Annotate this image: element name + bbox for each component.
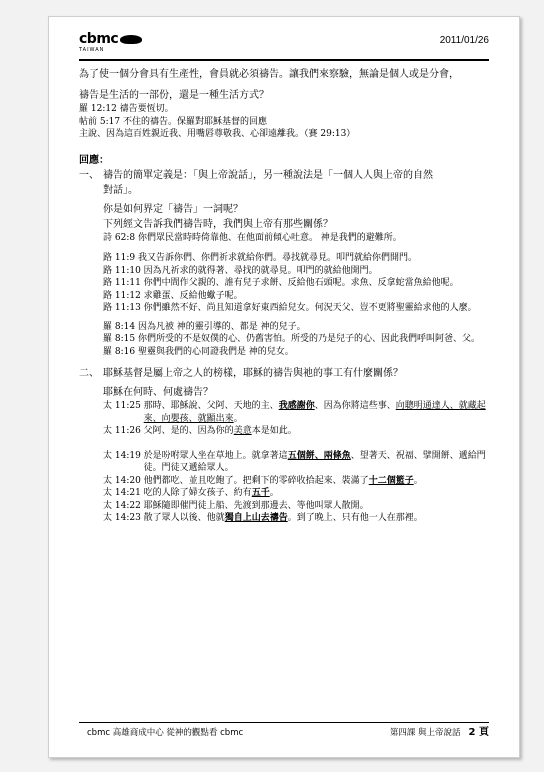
section-2-question: 耶穌在何時、何處禱告？ bbox=[103, 387, 213, 398]
section-2-line-1: 耶穌基督是屬上帝之人的榜樣，耶穌的禱告與祂的事工有什麼關係？ bbox=[103, 368, 403, 379]
verse-ref: 羅 12:12 bbox=[79, 104, 120, 114]
verse-text: 耶穌隨即催門徒上船、先渡到那邊去、等他叫眾人散開。 bbox=[143, 500, 369, 511]
verse-ref: 太 14:21 bbox=[103, 488, 144, 498]
logo-subtext: TAIWAN bbox=[79, 47, 105, 53]
verse-isaiah: 主說、因為這百姓親近我、用嘴唇尊敬我、心卻遠離我。（賽 29:13） bbox=[79, 129, 356, 139]
verse-romans bbox=[79, 103, 493, 116]
verse-ref: 路 11:11 bbox=[103, 278, 144, 288]
footer-page-number: 2 頁 bbox=[468, 727, 489, 738]
verse-underline: 向聰明通達人、就藏起來、向嬰孩、就顯出來 bbox=[143, 401, 486, 424]
verse-segment: 。到了晚上、只有他一人在那裡。 bbox=[287, 513, 423, 523]
verse-ref: 路 11:10 bbox=[103, 265, 144, 276]
verse-ref: 太 11:25 bbox=[103, 401, 144, 411]
verse-text: 你們雖然不好、尚且知道拿好東西給兒女。何況天父、豈不更將聖靈給求他的人麼。 bbox=[143, 303, 477, 313]
verse-item bbox=[103, 290, 493, 303]
verse-item bbox=[103, 302, 493, 315]
verse-item bbox=[103, 265, 493, 278]
verse-item bbox=[103, 232, 493, 245]
intro-paragraph: 為了使一個分會具有生產性，會員就必須禱告。讓我們來察驗，無論是個人或是分會， bbox=[79, 69, 459, 80]
verse-text: 你們所受的不是奴僕的心、仍舊害怕。所受的乃是兒子的心、因此我們呼叫阿爸、父。 bbox=[137, 334, 480, 344]
verse-segment: 、望著天、祝福、擘開餅、遞給門徒。門徒又遞給眾人。 bbox=[143, 450, 486, 473]
verse-text bbox=[144, 450, 493, 475]
verse-item bbox=[103, 475, 493, 488]
verse-item bbox=[103, 450, 493, 475]
verse-text: 我又告訴你們、你們祈求就給你們。尋找就尋見。叩門就給你們開門。 bbox=[137, 253, 417, 263]
verse-item bbox=[103, 425, 493, 438]
verse-ref: 詩 62:8 bbox=[103, 232, 138, 243]
document-page bbox=[48, 16, 520, 758]
section-1 bbox=[79, 168, 493, 232]
verse-segment: 。 bbox=[413, 475, 423, 486]
section-2-verses bbox=[79, 400, 493, 525]
footer-lesson-title: 第四課 與上帝說話 bbox=[389, 728, 461, 738]
verse-ref: 路 11:13 bbox=[103, 303, 144, 313]
page-footer bbox=[79, 722, 489, 743]
verse-text bbox=[144, 487, 493, 500]
section-2 bbox=[79, 366, 493, 400]
section-1-question: 你是如何界定「禱告」一詞呢？ bbox=[103, 203, 243, 215]
verse-ref: 路 11:12 bbox=[103, 290, 144, 301]
verse-ref: 帖前 5:17 bbox=[79, 116, 123, 127]
verse-ref: 羅 8:14 bbox=[103, 321, 138, 332]
verse-item bbox=[103, 277, 493, 290]
verse-ref: 路 11:9 bbox=[103, 253, 138, 263]
verse-text: 你們中間作父親的、誰有兒子求餅、反給他石頭呢。求魚、反拿蛇當魚給他呢。 bbox=[143, 278, 459, 288]
footer-left-text: cbmc 高雄商成中心 從神的觀點看 cbmc bbox=[87, 728, 244, 738]
verse-segment: 那時、耶穌說、父阿、天地的主、 bbox=[143, 401, 279, 411]
verse-segment: 。 bbox=[233, 413, 243, 424]
verse-text: 因為凡被 神的靈引導的、都是 神的兒子。 bbox=[137, 321, 306, 332]
verse-item bbox=[103, 333, 493, 346]
question-1: 禱告是生活的一部份，還是一種生活方式？ bbox=[79, 90, 269, 101]
cbmc-logo bbox=[79, 31, 142, 53]
footer-right bbox=[390, 723, 489, 743]
section-1-line-1: 禱告的簡單定義是：「與上帝說話」，另一種說法是「一個人人與上帝的自然 bbox=[103, 169, 433, 181]
section-2-label: 二、 bbox=[79, 368, 99, 379]
verse-segment: 他們都吃、並且吃飽了。把剩下的零碎收拾起來、裝滿了 bbox=[143, 475, 369, 486]
verse-segment: 本是如此。 bbox=[251, 426, 297, 436]
verse-item bbox=[103, 512, 493, 525]
verse-ref: 太 14:20 bbox=[103, 475, 144, 486]
verse-emphasis: 十二個籃子 bbox=[368, 475, 414, 486]
verse-segment: 於是吩咐眾人坐在草地上。就拿著這 bbox=[143, 450, 288, 461]
page-header bbox=[79, 31, 489, 61]
verse-text bbox=[144, 400, 493, 425]
verse-block-intro bbox=[79, 103, 493, 141]
verse-ref: 太 14:23 bbox=[103, 513, 144, 523]
verse-text bbox=[144, 475, 493, 488]
verse-ref: 羅 8:16 bbox=[103, 346, 138, 357]
verse-text bbox=[144, 512, 493, 525]
verse-segment: 、因為你將這些事、 bbox=[314, 401, 396, 411]
verse-ref: 羅 8:15 bbox=[103, 334, 138, 344]
section-1-line-2: 對話」。 bbox=[103, 184, 138, 196]
verse-text: 聖靈與我們的心同證我們是 神的兒女。 bbox=[137, 346, 294, 357]
section-1-label: 一、 bbox=[79, 169, 99, 181]
section-1-subprompt: 下列經文告訴我們禱告時，我們與上帝有那些關係？ bbox=[103, 218, 333, 230]
verse-item bbox=[103, 400, 493, 425]
logo-emblem-icon bbox=[120, 35, 142, 44]
section-1-verses bbox=[79, 232, 493, 359]
verse-text: 求雞蛋、反給他蠍子呢。 bbox=[143, 290, 243, 301]
verse-segment: 。 bbox=[269, 488, 279, 498]
verse-item bbox=[103, 487, 493, 500]
verse-ref: 太 11:26 bbox=[103, 426, 144, 436]
verse-item bbox=[103, 252, 493, 265]
verse-text: 不住的禱告。保羅對耶穌基督的回應 bbox=[122, 116, 267, 127]
verse-emphasis: 五個餅、兩條魚 bbox=[287, 450, 351, 461]
verse-text bbox=[144, 425, 493, 438]
verse-emphasis: 獨自上山去禱告 bbox=[224, 513, 288, 523]
verse-text: 因為凡祈求的就得著、尋找的就尋見。叩門的就給他開門。 bbox=[143, 265, 378, 276]
verse-segment: 散了眾人以後、他就 bbox=[143, 513, 225, 523]
verse-item bbox=[103, 500, 493, 513]
verse-underline: 美意 bbox=[233, 426, 252, 436]
verse-emphasis: 五千 bbox=[251, 488, 270, 498]
verse-item bbox=[103, 346, 493, 359]
verse-text: 禱告要恆切。 bbox=[119, 104, 174, 114]
review-title: 回應： bbox=[79, 154, 109, 166]
verse-thessalonians bbox=[79, 116, 493, 129]
verse-ref: 太 14:22 bbox=[103, 500, 144, 511]
verse-emphasis: 我感謝你 bbox=[278, 401, 315, 411]
page-content bbox=[79, 67, 493, 525]
verse-item bbox=[103, 321, 493, 334]
header-date: 2011/01/26 bbox=[439, 35, 489, 46]
verse-ref: 太 14:19 bbox=[103, 450, 144, 461]
verse-text: 你們眾民當時時倚靠他、在他面前傾心吐意。 神是我們的避難所。 bbox=[137, 232, 402, 243]
verse-segment: 父阿、是的、因為你的 bbox=[143, 426, 234, 436]
verse-segment: 吃的人除了婦女孩子、約有 bbox=[143, 488, 252, 498]
logo-text: cbmc bbox=[79, 31, 119, 47]
